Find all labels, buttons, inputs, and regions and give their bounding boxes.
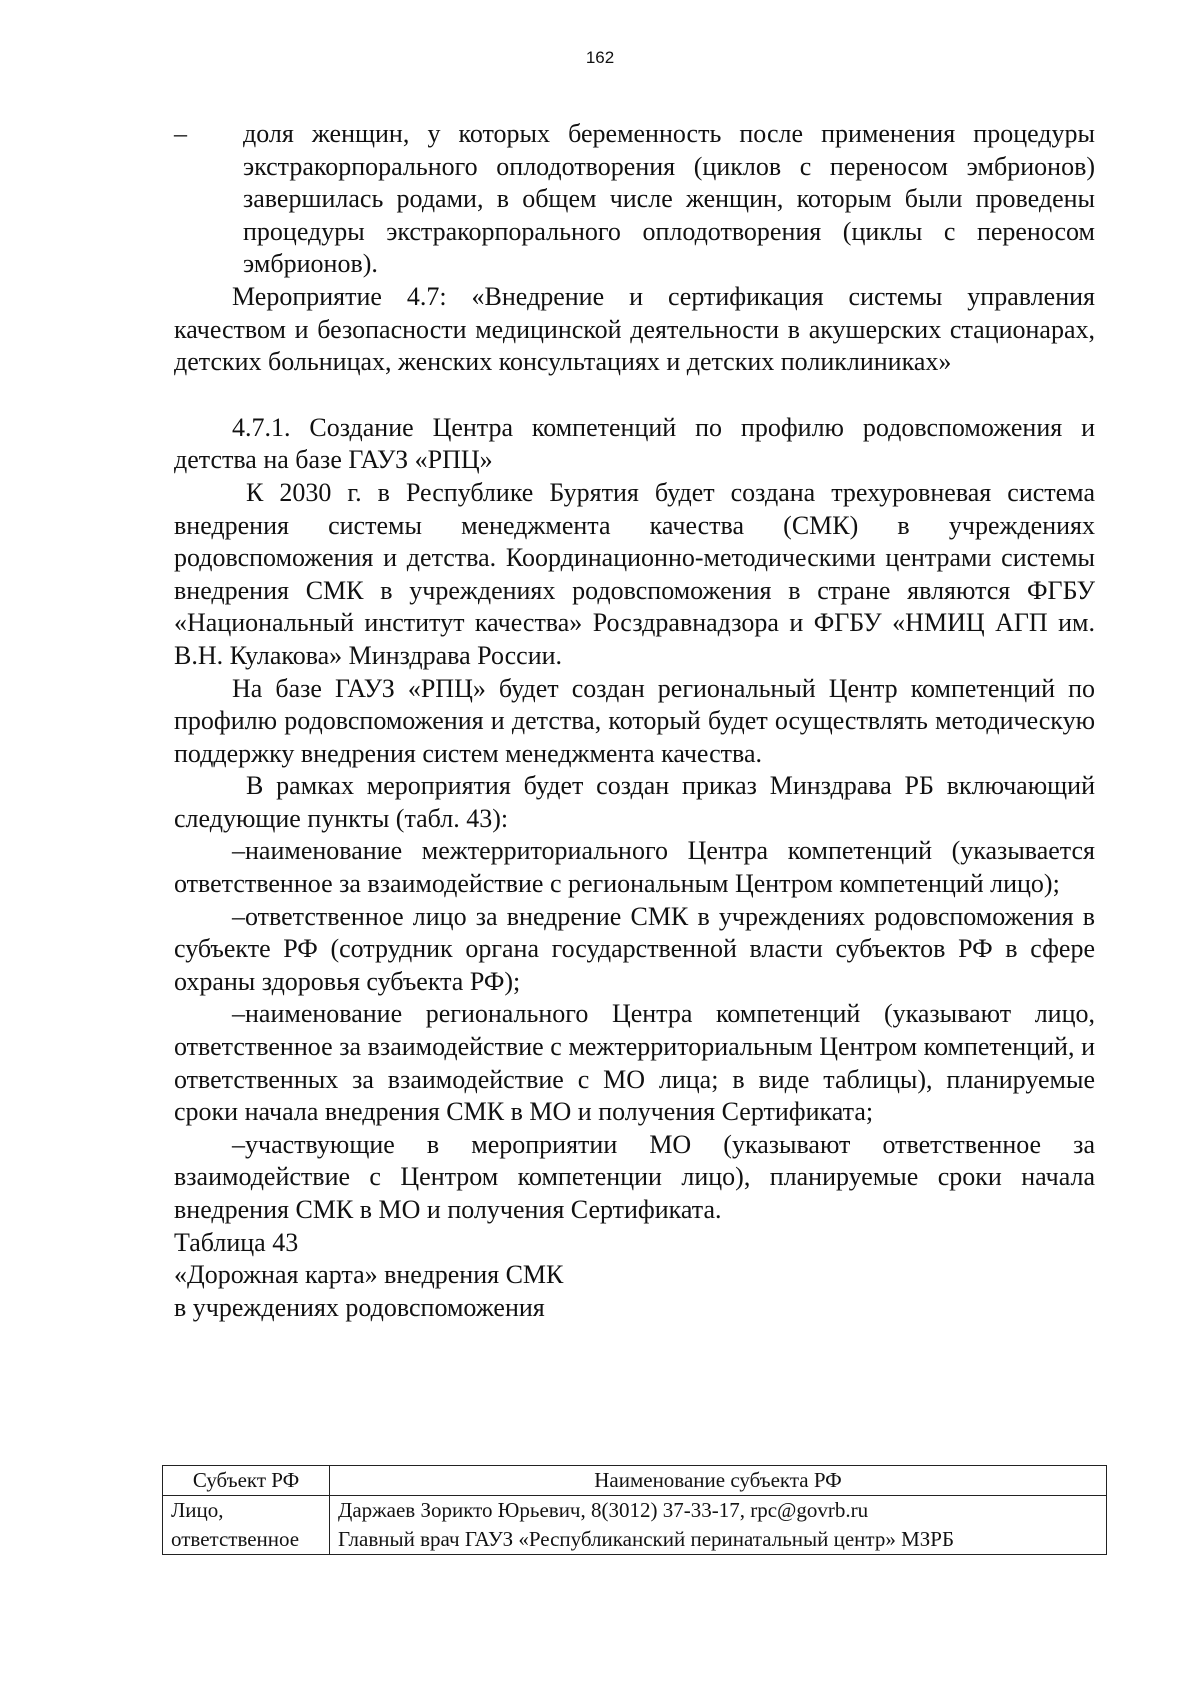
bullet-paragraph	[174, 118, 1095, 281]
row-value-line2: Главный врач ГАУЗ «Республиканский перинатальный центр» МЗРБ	[338, 1527, 955, 1551]
paragraph-order: В рамках мероприятия будет создан приказ Минздрава РБ включающий следующие пункты (табл. 43):	[174, 771, 1095, 833]
table-title-line1: «Дорожная карта» внедрения СМК	[174, 1260, 564, 1290]
list-item: –наименование межтерриториального Центра компетенций (указывается ответственное за взаимодействие с региональным Центром компетенций лицо);	[174, 836, 1095, 899]
roadmap-table	[162, 1465, 1107, 1555]
bullet-text: доля женщин, у которых беременность после применения процедуры экстракорпорального оплодотворения (циклов с переносом эмбрионов) завершилась родами, в общем числе женщин, которым были проведены процедуры экстракорпорального оплодотворения (циклы с переносом эмбрионов).	[243, 119, 1095, 279]
table-row	[163, 1496, 1107, 1555]
bullet-dash: –	[174, 119, 187, 148]
paragraph-2030: К 2030 г. в Республике Бурятия будет создана трехуровневая система внедрения системы менеджмента качества (СМК) в учреждениях родовспоможения и детства. Координационно-методическими центрами системы внедрения СМК в учреждениях родовспоможения в стране являются ФГБУ «Национальный институт качества» Росздравнадзора и ФГБУ «НМИЦ АГП им. В.Н. Кулакова» Минздрава России.	[174, 477, 1095, 670]
list-item: –ответственное лицо за внедрение СМК в учреждениях родовспоможения в субъекте РФ (сотрудник органа государственной власти субъектов РФ в сфере охраны здоровья субъекта РФ);	[174, 901, 1095, 996]
header-subject-name: Наименование субъекта РФ	[330, 1466, 1107, 1496]
table-caption: Таблица 43	[174, 1227, 299, 1257]
document-body	[174, 118, 1095, 1324]
row-value	[330, 1496, 1107, 1555]
header-subject: Субъект РФ	[163, 1466, 330, 1496]
table-title-line2: в учреждениях родовспоможения	[174, 1292, 545, 1322]
paragraph-base: На базе ГАУЗ «РПЦ» будет создан региональный Центр компетенций по профилю родовспоможения и детства, который будет осуществлять методическую поддержку внедрения систем менеджмента качества.	[174, 673, 1095, 768]
measure-heading: Мероприятие 4.7: «Внедрение и сертификация системы управления качеством и безопасности медицинской деятельности в акушерских стационарах, детских больницах, женских консультациях и детских поликлиниках»	[174, 281, 1095, 377]
row-value-line1: Даржаев Зорикто Юрьевич, 8(3012) 37-33-17, rpc@govrb.ru	[338, 1498, 869, 1522]
section-heading: 4.7.1. Создание Центра компетенций по профилю родовспоможения и детства на базе ГАУЗ «РПЦ»	[174, 412, 1095, 475]
list-item: –участвующие в мероприятии МО (указывают ответственное за взаимодействие с Центром компетенции лицо), планируемые сроки начала внедрения СМК в МО и получения Сертификата.	[174, 1129, 1095, 1224]
row-label	[163, 1496, 330, 1555]
table-header-row	[163, 1466, 1107, 1496]
page-number: 162	[585, 48, 615, 67]
list-item: –наименование регионального Центра компетенций (указывают лицо, ответственное за взаимодействие с межтерриториальным Центром компетенций, и ответственных за взаимодействие с МО лица; в виде таблицы), планируемые сроки начала внедрения СМК в МО и получения Сертификата;	[174, 999, 1095, 1127]
row-label-line1: Лицо,	[171, 1498, 224, 1522]
row-label-line2: ответственное	[171, 1527, 300, 1551]
